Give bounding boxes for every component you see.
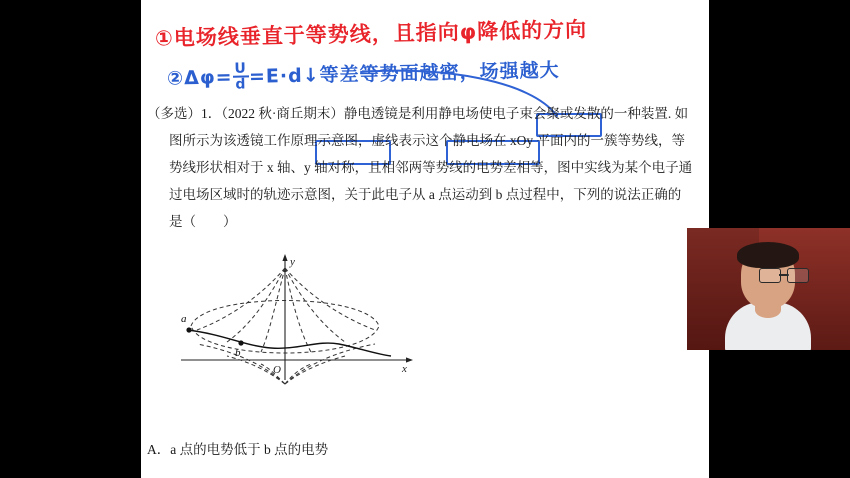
glasses-lens-right	[787, 268, 809, 283]
presenter-figure	[725, 246, 811, 350]
blue-note-fraction	[232, 61, 249, 91]
blue-note-part1: Δφ=	[183, 66, 233, 90]
option-a-text: A．a 点的电势低于 b 点的电势	[147, 442, 329, 457]
equipotential-figure	[153, 252, 433, 392]
handwritten-red-note: ①电场线垂直于等势线，且指向φ降低的方向	[154, 17, 588, 51]
svg-text:O: O	[273, 364, 281, 376]
presenter-hair	[737, 242, 799, 268]
blue-note-part3: 等差等势面越密，场强越大	[319, 59, 560, 87]
problem-line-3: 过电场区域时的轨迹示意图，关于此电子从 a 点运动到 b 点过程中，下列的说法正确的	[169, 187, 682, 202]
svg-text:a: a	[181, 313, 187, 325]
blue-note-part2: =E·d↓	[248, 64, 320, 88]
fraction-denominator: d	[235, 76, 247, 93]
presenter-webcam	[687, 228, 850, 350]
problem-line-1: 图所示为该透镜工作原理示意图，虚线表示这个静电场在 xOy 平面内的一簇等势线，等	[169, 133, 685, 148]
blue-note-index: ②	[166, 67, 185, 90]
document-page	[141, 0, 709, 478]
problem-line-2: 势线形状相对于 x 轴、y 轴对称，且相邻两等势线的电势差相等，图中实线为某个电子通	[169, 160, 693, 175]
glasses-icon	[759, 268, 809, 281]
problem-line-4: 是（ ）	[169, 214, 237, 229]
svg-text:b: b	[235, 347, 241, 359]
svg-text:y: y	[290, 256, 295, 268]
problem-text	[141, 100, 709, 235]
svg-text:x: x	[402, 363, 407, 375]
fraction-numerator: U	[232, 61, 249, 77]
problem-title-line: （多选）1．（2022 秋·商丘期末）静电透镜是利用静电场使电子束会聚或发散的一种装置. 如	[147, 106, 689, 121]
glasses-lens-left	[759, 268, 781, 283]
